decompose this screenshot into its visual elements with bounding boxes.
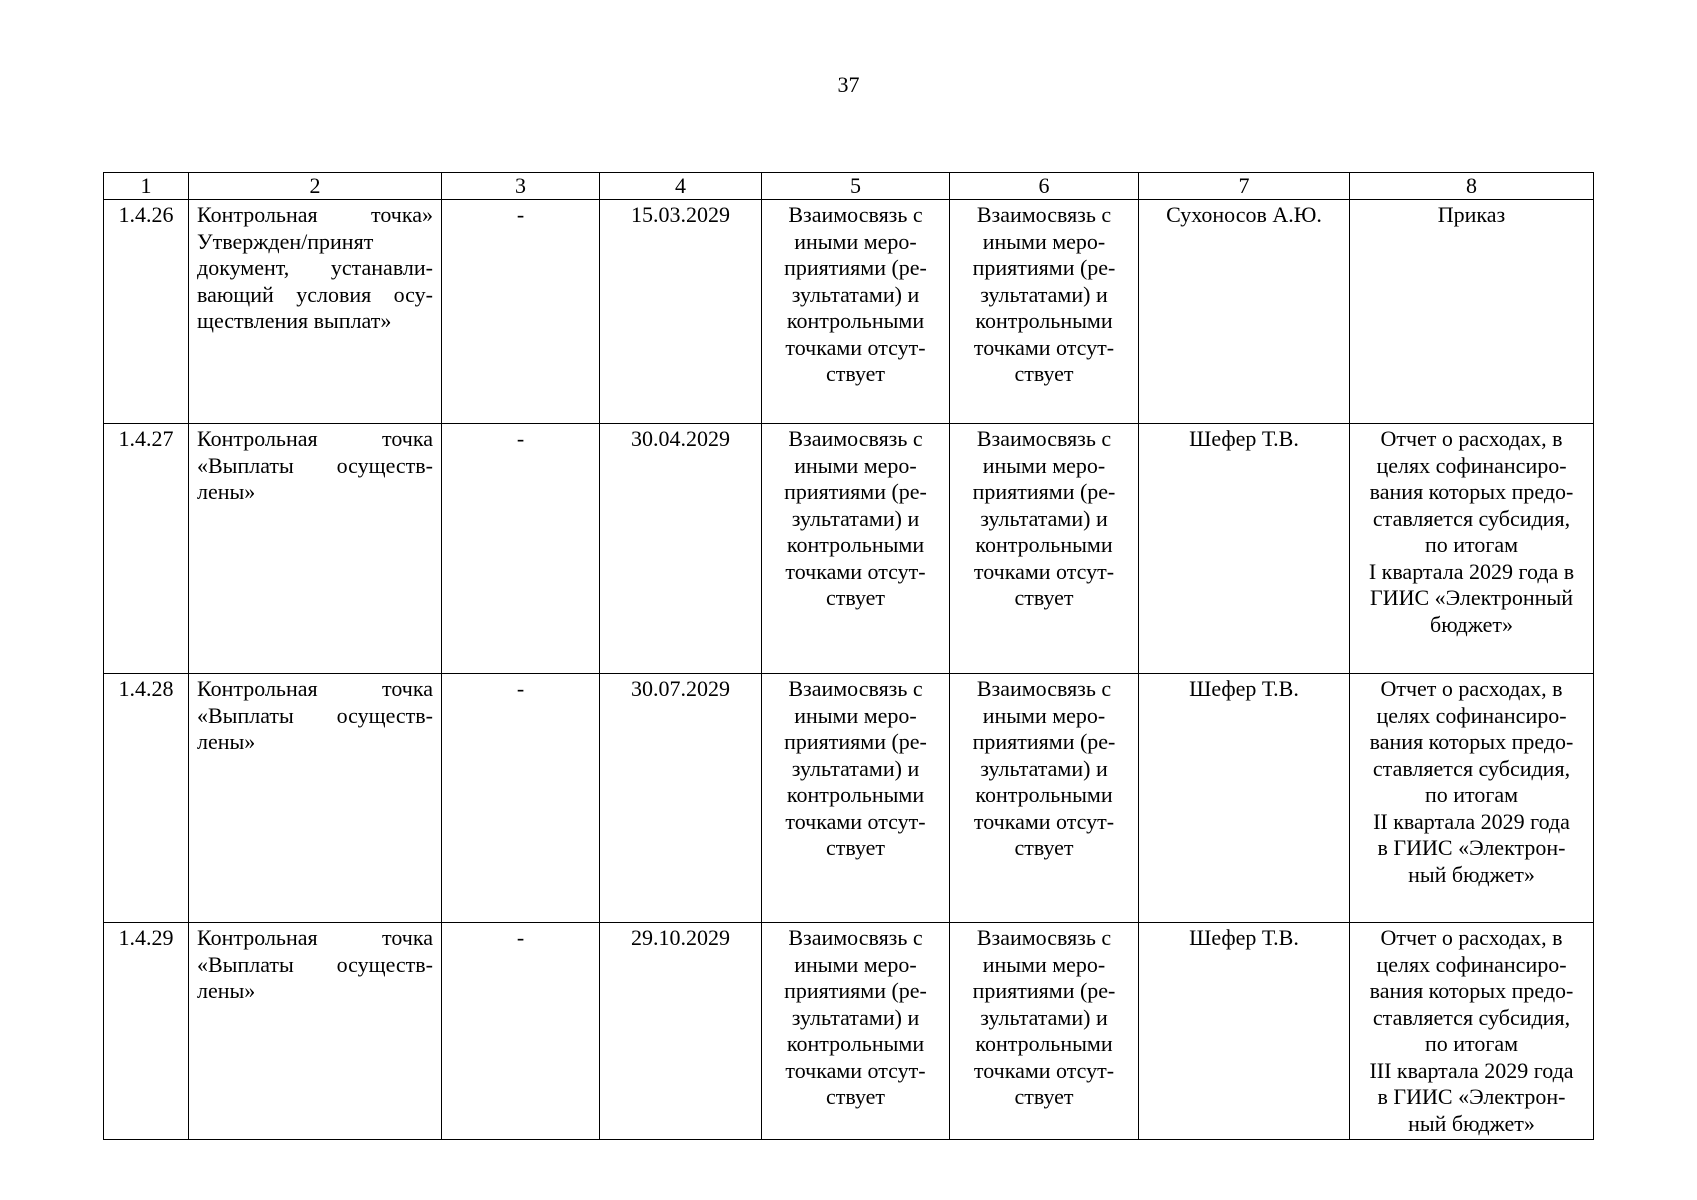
text-line: Утвержден/принят xyxy=(197,228,374,254)
text-line: лены» xyxy=(197,729,256,754)
checkpoint-name xyxy=(189,923,442,1140)
text-line: целях софинансиро- xyxy=(1376,951,1567,977)
row-number: 1.4.29 xyxy=(104,923,189,1140)
text-line: Взаимосвязь с xyxy=(788,676,923,701)
text-line: Контрольная точка xyxy=(197,925,433,950)
column-header: 6 xyxy=(950,173,1139,200)
text-line: Контрольная точка xyxy=(197,426,433,451)
text-line: Отчет о расходах, в xyxy=(1380,925,1563,950)
text-line: контрольными xyxy=(786,308,925,333)
text-line: приятиями (ре- xyxy=(784,479,927,504)
text-line: контрольными xyxy=(975,532,1113,557)
column-3-value: - xyxy=(442,200,600,424)
checkpoint-name xyxy=(189,674,442,923)
text-line: бюджет» xyxy=(1430,611,1513,637)
text-line: приятиями (ре- xyxy=(784,255,927,280)
text-line: вания которых предо- xyxy=(1369,978,1574,1003)
text-line: Отчет о расходах, в xyxy=(1380,426,1563,451)
text-line: иными меро- xyxy=(794,452,917,478)
relationship-text xyxy=(950,424,1139,674)
text-line: Контрольная точка xyxy=(197,676,433,701)
text-line: по итогам xyxy=(1424,1031,1519,1056)
relationship-text xyxy=(950,200,1139,424)
text-line: точками отсут- xyxy=(973,334,1115,360)
text-line: приятиями (ре- xyxy=(972,255,1116,280)
text-line: Взаимосвязь с xyxy=(976,202,1112,227)
text-line: лены» xyxy=(197,978,256,1003)
table-row xyxy=(104,200,1594,424)
text-line: Взаимосвязь с xyxy=(976,925,1112,950)
text-line: «Выплаты осуществ- xyxy=(197,702,433,728)
text-line: точками отсут- xyxy=(785,808,926,834)
table-header-row xyxy=(104,173,1594,200)
text-line: ставляется субсидия, xyxy=(1372,1004,1571,1030)
text-line: иными меро- xyxy=(794,228,917,254)
text-line: по итогам xyxy=(1424,782,1519,807)
text-line: лены» xyxy=(197,479,256,504)
text-line: документ, устанавли- xyxy=(197,255,433,280)
column-header: 3 xyxy=(442,173,600,200)
responsible-person: Шефер Т.В. xyxy=(1139,923,1350,1140)
text-line: ствует xyxy=(1014,835,1074,860)
text-line: ствует xyxy=(1014,1084,1074,1109)
text-line: «Выплаты осуществ- xyxy=(197,452,433,478)
column-header: 1 xyxy=(104,173,189,200)
text-line: ществления выплат» xyxy=(197,308,392,333)
text-line: ствует xyxy=(1014,361,1074,386)
column-3-value: - xyxy=(442,923,600,1140)
text-line: точками отсут- xyxy=(973,1057,1115,1083)
text-line: точками отсут- xyxy=(785,1057,926,1083)
due-date: 30.07.2029 xyxy=(600,674,762,923)
column-header: 4 xyxy=(600,173,762,200)
text-line: точками отсут- xyxy=(973,808,1115,834)
text-line: иными меро- xyxy=(794,951,917,977)
text-line: контрольными xyxy=(786,1031,925,1056)
text-line: иными меро- xyxy=(982,452,1106,478)
text-line: ГИИС «Электронный xyxy=(1369,585,1574,610)
text-line: III квартала 2029 года xyxy=(1369,1057,1574,1083)
text-line: иными меро- xyxy=(982,702,1106,728)
text-line: по итогам xyxy=(1424,532,1519,557)
confirming-document xyxy=(1350,923,1594,1140)
column-header: 7 xyxy=(1139,173,1350,200)
column-header: 2 xyxy=(189,173,442,200)
text-line: Взаимосвязь с xyxy=(788,202,923,227)
text-line: зультатами) и xyxy=(980,505,1108,531)
column-3-value: - xyxy=(442,424,600,674)
relationship-text xyxy=(762,923,950,1140)
due-date: 29.10.2029 xyxy=(600,923,762,1140)
text-line: Взаимосвязь с xyxy=(976,426,1112,451)
row-number: 1.4.27 xyxy=(104,424,189,674)
table-row xyxy=(104,674,1594,923)
page-number: 37 xyxy=(837,72,860,97)
row-number: 1.4.26 xyxy=(104,200,189,424)
row-number: 1.4.28 xyxy=(104,674,189,923)
text-line: зультатами) и xyxy=(791,1004,920,1030)
text-line: вания которых предо- xyxy=(1369,729,1574,754)
text-line: ствует xyxy=(1014,585,1074,610)
text-line: контрольными xyxy=(975,782,1113,807)
text-line: вания которых предо- xyxy=(1369,479,1574,504)
text-line: II квартала 2029 года xyxy=(1373,808,1570,834)
text-line: точками отсут- xyxy=(785,334,926,360)
text-line: ный бюджет» xyxy=(1408,1110,1535,1136)
text-line: зультатами) и xyxy=(791,755,920,781)
checkpoint-name xyxy=(189,200,442,424)
text-line: ставляется субсидия, xyxy=(1372,505,1571,531)
text-line: целях софинансиро- xyxy=(1376,452,1567,478)
text-line: Взаимосвязь с xyxy=(788,426,923,451)
relationship-text xyxy=(762,200,950,424)
relationship-text xyxy=(950,923,1139,1140)
text-line: зультатами) и xyxy=(791,281,920,307)
text-line: Взаимосвязь с xyxy=(788,925,923,950)
text-line: ствует xyxy=(825,585,886,610)
text-line: точками отсут- xyxy=(785,558,926,584)
text-line: Отчет о расходах, в xyxy=(1380,676,1563,701)
text-line: приятиями (ре- xyxy=(972,479,1116,504)
text-line: приятиями (ре- xyxy=(784,978,927,1003)
confirming-document xyxy=(1350,424,1594,674)
text-line: контрольными xyxy=(975,308,1113,333)
responsible-person: Шефер Т.В. xyxy=(1139,674,1350,923)
relationship-text xyxy=(950,674,1139,923)
text-line: приятиями (ре- xyxy=(784,729,927,754)
column-header: 5 xyxy=(762,173,950,200)
text-line: иными меро- xyxy=(794,702,917,728)
text-line: Взаимосвязь с xyxy=(976,676,1112,701)
table-row xyxy=(104,923,1594,1140)
relationship-text xyxy=(762,674,950,923)
column-header: 8 xyxy=(1350,173,1594,200)
column-3-value: - xyxy=(442,674,600,923)
text-line: ставляется субсидия, xyxy=(1372,755,1571,781)
text-line: в ГИИС «Электрон- xyxy=(1377,1084,1566,1109)
confirming-document xyxy=(1350,200,1594,424)
text-line: ствует xyxy=(825,361,886,386)
text-line: иными меро- xyxy=(982,228,1106,254)
text-line: в ГИИС «Электрон- xyxy=(1377,835,1566,860)
text-line: зультатами) и xyxy=(980,281,1108,307)
due-date: 30.04.2029 xyxy=(600,424,762,674)
responsible-person: Шефер Т.В. xyxy=(1139,424,1350,674)
text-line: ствует xyxy=(825,1084,886,1109)
responsible-person: Сухоносов А.Ю. xyxy=(1139,200,1350,424)
relationship-text xyxy=(762,424,950,674)
confirming-document xyxy=(1350,674,1594,923)
text-line: контрольными xyxy=(975,1031,1113,1056)
text-line: контрольными xyxy=(786,532,925,557)
text-line: иными меро- xyxy=(982,951,1106,977)
activity-table xyxy=(103,172,1594,1140)
text-line: приятиями (ре- xyxy=(972,978,1116,1003)
text-line: вающий условия осу- xyxy=(197,281,433,307)
text-line: целях софинансиро- xyxy=(1376,702,1567,728)
text-line: приятиями (ре- xyxy=(972,729,1116,754)
text-line: контрольными xyxy=(786,782,925,807)
text-line: зультатами) и xyxy=(791,505,920,531)
text-line: I квартала 2029 года в xyxy=(1368,558,1575,584)
checkpoint-name xyxy=(189,424,442,674)
text-line: зультатами) и xyxy=(980,1004,1108,1030)
text-line: точками отсут- xyxy=(973,558,1115,584)
text-line: ствует xyxy=(825,835,886,860)
text-line: Контрольная точка» xyxy=(197,202,433,227)
table-row xyxy=(104,424,1594,674)
text-line: «Выплаты осуществ- xyxy=(197,951,433,977)
due-date: 15.03.2029 xyxy=(600,200,762,424)
text-line: зультатами) и xyxy=(980,755,1108,781)
text-line: Приказ xyxy=(1437,202,1506,227)
text-line: ный бюджет» xyxy=(1408,861,1535,887)
